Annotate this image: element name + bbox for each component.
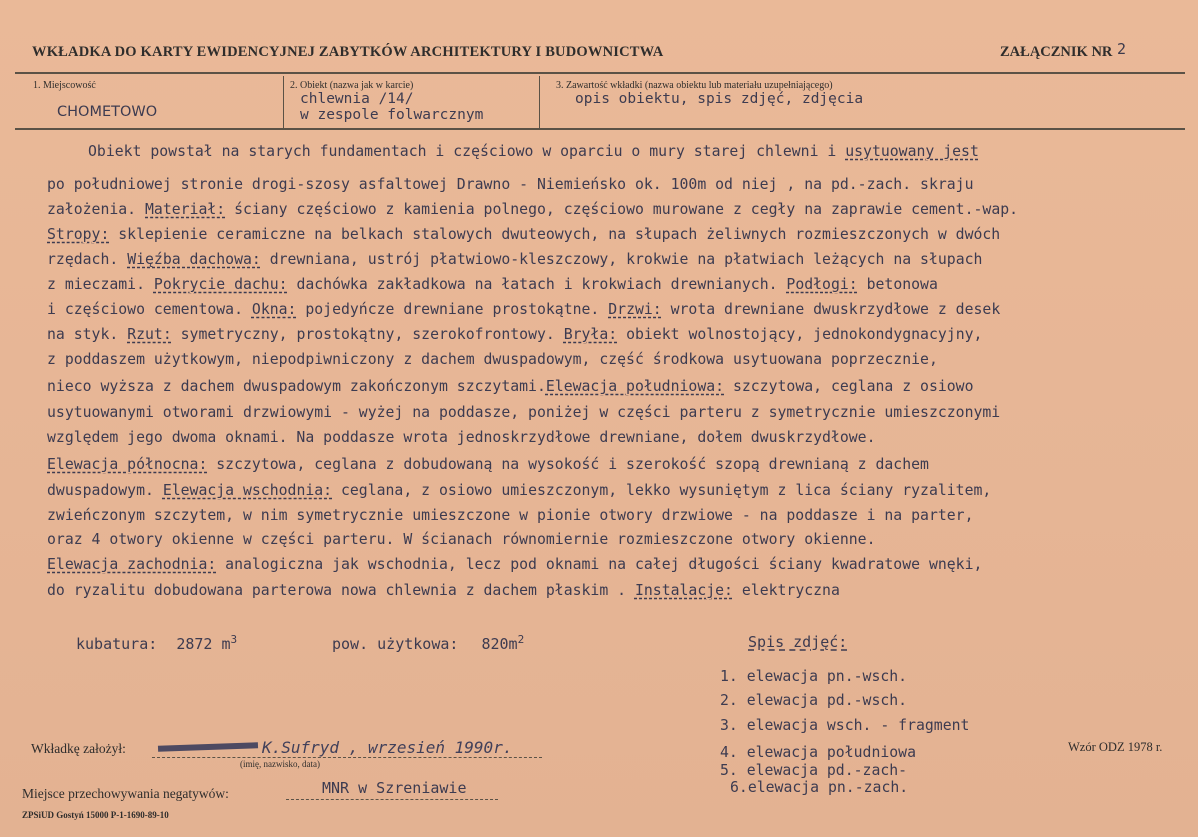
desc-line-2: po południowej stronie drogi-szosy asfaltowej Drawno - Niemieńsko ok. 100m od niej , na pd.-zach. skraju (47, 176, 974, 193)
desc-line-10: nieco wyższa z dachem dwuspadowym zakończonym szczytami.Elewacja południowa: szczytowa, ceglana z osiowo (47, 378, 974, 395)
desc-line-12: względem jego dwoma oknami. Na poddasze wrota jednoskrzydłowe drewniane, dołem dwuskrzydłowe. (47, 429, 876, 446)
photo-item: 3. elewacja wsch. - fragment (720, 717, 970, 734)
annex-label: ZAŁĄCZNIK NR (1000, 44, 1113, 60)
fields-rule (15, 128, 1185, 130)
field-divider-2 (539, 76, 540, 128)
desc-line-18: do ryzalitu dobudowana parterowa nowa chlewnia z dachem płaskim . Instalacje: elektryczna (47, 582, 840, 599)
desc-line-13: Elewacja północna: szczytowa, ceglana z dobudowaną na wysokość i szerokość szopą drewnianą z dachem (47, 456, 929, 473)
photo-item: 4. elewacja południowa (720, 744, 916, 761)
desc-line-7: i częściowo cementowa. Okna: pojedyńcze drewniane prostokątne. Drzwi: wrota drewniane dwuskrzydłowe z desek (47, 301, 1001, 318)
desc-line-17: Elewacja zachodnia: analogiczna jak wschodnia, lecz pod oknami na całej długości ściany kwadratowe wnęki, (47, 556, 983, 573)
annex-number: 2 (1117, 40, 1127, 58)
photo-item: 2. elewacja pd.-wsch. (720, 692, 908, 709)
desc-line-3: założenia. Materiał: ściany częściowo z kamienia polnego, częściowo murowane z cegły na zaprawie cement.-wap. (47, 201, 1019, 218)
locality-value: CHOMETOWO (57, 104, 158, 120)
desc-line-5: rzędach. Więźba dachowa: drewniana, ustrój płatwiowo-kleszczowy, krokwie na płatwiach leżących na słupach (47, 251, 983, 268)
volume-metric (76, 633, 237, 653)
content-label: 3. Zawartość wkładki (nazwa obiektu lub materiału uzupełniającego) (556, 80, 833, 91)
desc-line-14: dwuspadowym. Elewacja wschodnia: ceglana, z osiowo umieszczonym, lekko wysuniętym z lica ściany ryzalitem, (47, 482, 992, 499)
field-divider-1 (283, 76, 284, 128)
created-by-label: Wkładkę założył: (31, 741, 126, 756)
printer-note: ZPSiUD Gostyń 15000 P-1-1690-89-10 (22, 810, 169, 820)
object-value-line-2: w zespole folwarcznym (300, 107, 484, 123)
volume-label: kubatura: (76, 635, 158, 653)
storage-line (286, 799, 498, 800)
created-by-line (152, 757, 542, 759)
area-metric (332, 633, 524, 653)
desc-line-8: na styk. Rzut: symetryczny, prostokątny, szerokofrontowy. Bryła: obiekt wolnostojący, jednokondygnacyjny, (47, 326, 983, 343)
photo-item: 5. elewacja pd.-zach- (720, 762, 908, 779)
volume-value: 2872 m (176, 635, 231, 653)
area-label: pow. użytkowa: (332, 635, 459, 653)
storage-label: Miejsce przechowywania negatywów: (22, 786, 229, 801)
created-by-value: K.Sufryd , wrzesień 1990r. (262, 738, 513, 757)
desc-line-9: z poddaszem użytkowym, niepodpiwniczony z dachem dwuspadowym, część środkowa usytuowana poprzecznie, (47, 351, 938, 368)
strikethrough-mark (158, 742, 258, 751)
volume-exponent: 3 (230, 633, 238, 646)
desc-line-11: usytuowanymi otworami drzwiowymi - wyżej na poddasze, poniżej w części parteru z symetrycznie umieszczonymi (47, 404, 1001, 421)
form-title: WKŁADKA DO KARTY EWIDENCYJNEJ ZABYTKÓW ARCHITEKTURY I BUDOWNICTWA (32, 44, 664, 60)
created-by-hint: (imię, nazwisko, data) (240, 759, 320, 769)
photo-list-heading: Spis zdjęć: (748, 633, 848, 651)
desc-line-16: oraz 4 otwory okienne w części parteru. W ścianach równomiernie rozmieszczone otwory okienne. (47, 531, 876, 548)
form-version-note: Wzór ODZ 1978 r. (1068, 740, 1163, 754)
desc-line-6: z mieczami. Pokrycie dachu: dachówka zakładkowa na łatach i krokwiach drewnianych. Podłogi: betonowa (47, 276, 938, 293)
object-value-line-1: chlewnia /14/ (300, 91, 414, 107)
locality-label: 1. Miejscowość (33, 80, 96, 91)
area-value: 820m (481, 635, 518, 653)
desc-line-15: zwieńczonym szczytem, w nim symetrycznie umieszczone w pionie otwory drzwiowe - na poddasze i na parter, (47, 507, 974, 524)
area-exponent: 2 (517, 633, 525, 646)
photo-item: 1. elewacja pn.-wsch. (720, 668, 908, 685)
content-value: opis obiektu, spis zdjęć, zdjęcia (575, 91, 864, 107)
desc-line-4: Stropy: sklepienie ceramiczne na belkach stalowych dwuteowych, na słupach żeliwnych rozmieszczonych w dwóch (47, 226, 1001, 243)
storage-value: MNR w Szreniawie (322, 779, 467, 797)
header-rule (15, 72, 1185, 74)
desc-line-1: Obiekt powstał na starych fundamentach i częściowo w oparciu o mury starej chlewni i usytuowany jest (88, 143, 979, 160)
photo-item: 6.elewacja pn.-zach. (730, 779, 909, 796)
object-label: 2. Obiekt (nazwa jak w karcie) (290, 80, 414, 91)
